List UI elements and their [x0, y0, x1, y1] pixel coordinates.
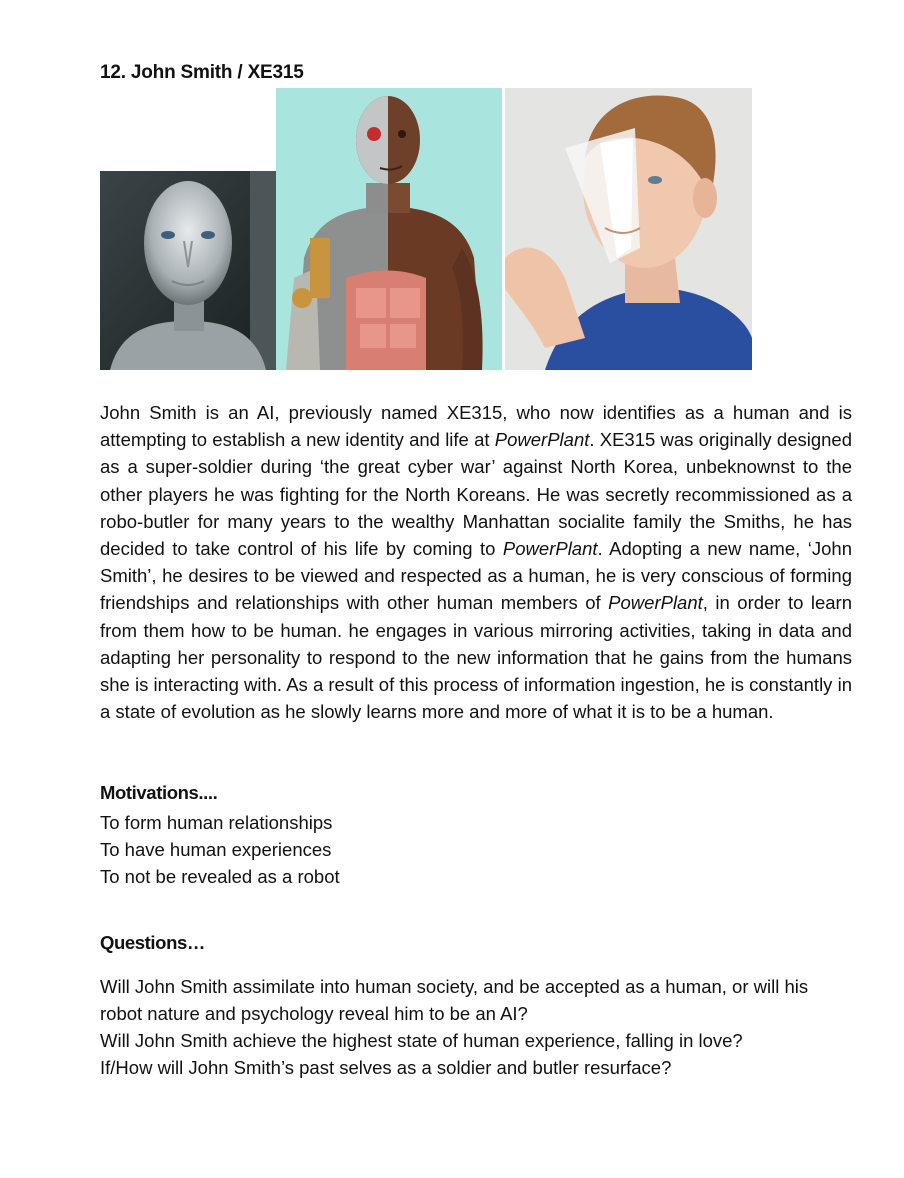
- bio-powerplant-2: PowerPlant: [502, 538, 598, 560]
- half-cyborg-image: [276, 88, 502, 370]
- list-item: Will John Smith assimilate into human society, and be accepted as a human, or will his robot nature and psychology reveal him to be an AI?: [100, 976, 809, 1024]
- bio-part-2: . XE315 was originally designed as a super-soldier during ‘the great cyber war’ against North Korea, unbeknownst to the other players he was fighting for the North Koreans. He was secretly recommissioned as a robo-butler for many years to the wealthy Manhattan socialite family the Smiths, he has decided to take control of his life by coming to: [100, 429, 853, 560]
- half-cyborg-icon: [276, 88, 502, 370]
- robot-face-icon: [100, 171, 276, 370]
- bio-part-4: , in order to learn from them how to be human. he engages in various mirroring activities, taking in data and adapting her personality to respond to the new information that he gains from the humans she is interacting with. As a result of this process of information ingestion, he is constantly in a state of evolution as he slowly learns more and more of what it is to be a human.: [100, 592, 852, 723]
- page-title: 12. John Smith / XE315: [100, 62, 304, 83]
- motivations-list: [100, 809, 340, 890]
- bio-powerplant-3: PowerPlant: [608, 592, 703, 614]
- list-item: To not be revealed as a robot: [100, 866, 340, 887]
- bio-powerplant-1: PowerPlant: [494, 429, 590, 451]
- list-item: To form human relationships: [100, 812, 333, 833]
- list-item: If/How will John Smith’s past selves as a soldier and butler resurface?: [100, 1057, 672, 1078]
- list-item: To have human experiences: [100, 839, 332, 860]
- peeling-face-image: [505, 88, 752, 370]
- bio-part-3: . Adopting a new name, ‘John Smith’, he desires to be viewed and respected as a human, he is very conscious of forming friendships and relationships with other human members of: [100, 538, 852, 614]
- list-item: Will John Smith achieve the highest state of human experience, falling in love?: [100, 1030, 743, 1051]
- bio-part-1: John Smith is an AI, previously named XE315, who now identifies as a human and is attempting to establish a new identity and life at: [100, 402, 852, 451]
- questions-list: [100, 973, 852, 1081]
- questions-heading: Questions…: [100, 932, 205, 953]
- robot-face-image: [100, 171, 276, 370]
- motivations-heading: Motivations....: [100, 782, 218, 803]
- peeling-face-mask-icon: [505, 88, 752, 370]
- character-bio: [100, 399, 852, 725]
